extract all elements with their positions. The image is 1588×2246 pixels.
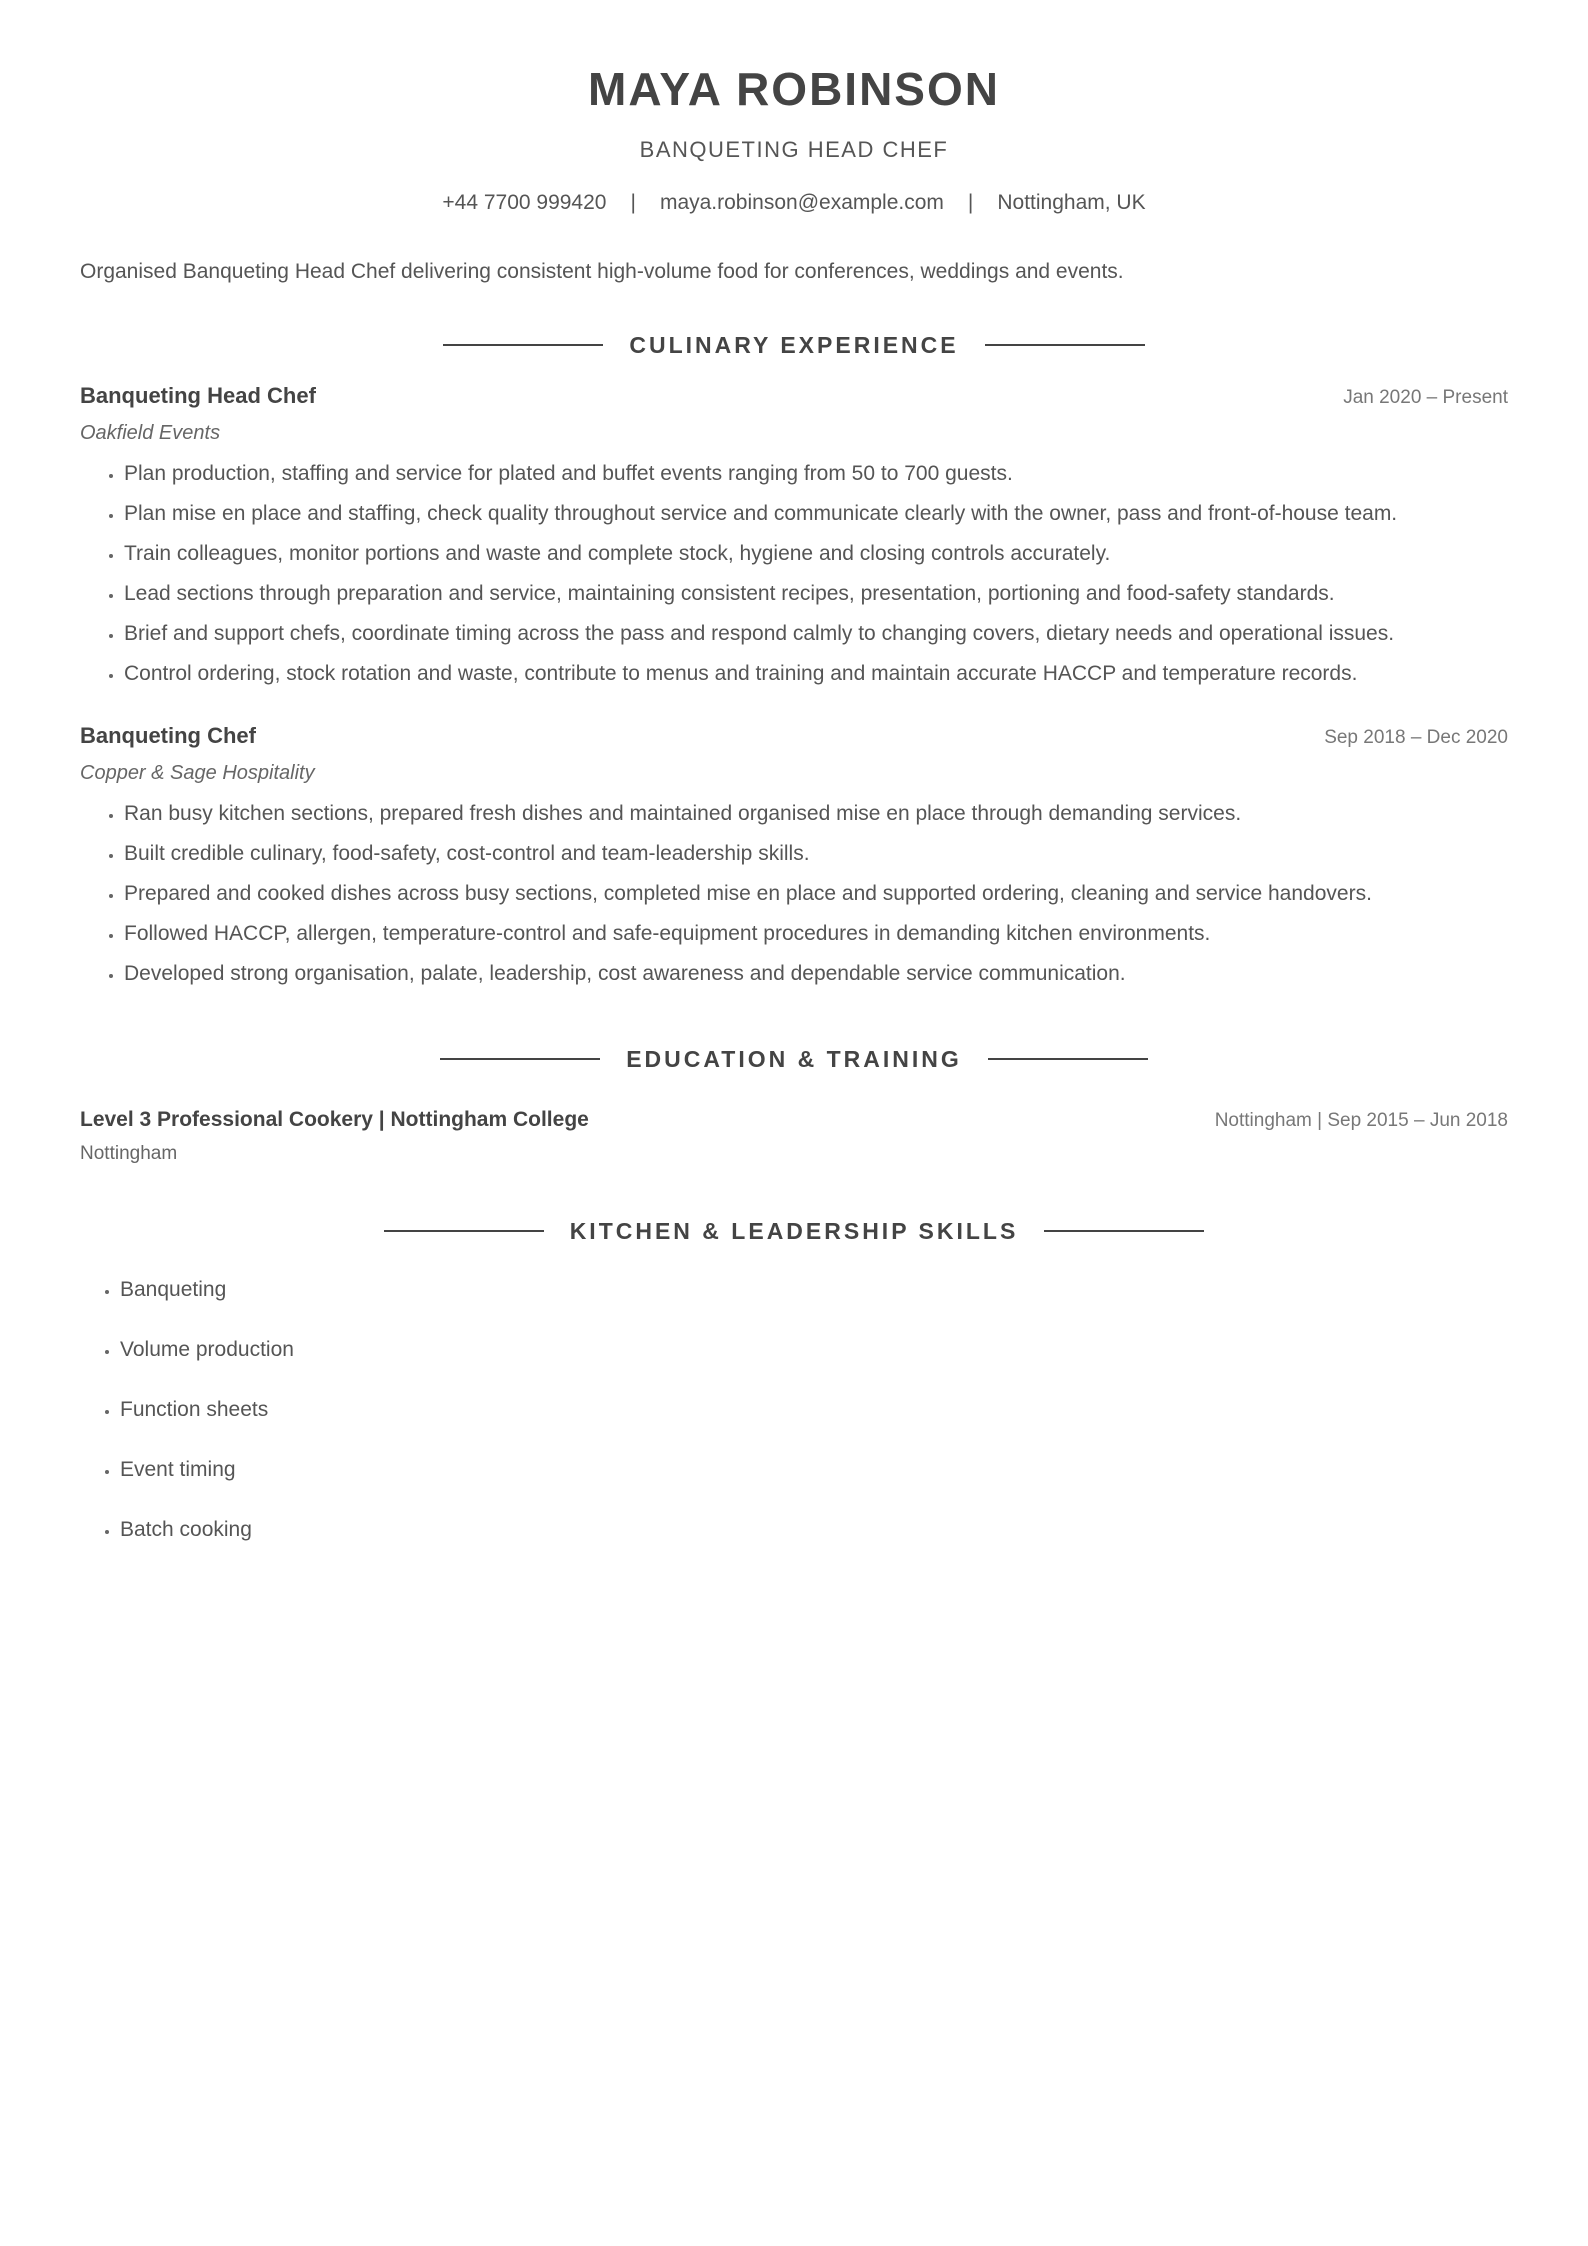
job-bullet: • Prepared and cooked dishes across busy sections, completed mise en place and supported ordering, cleaning and service handovers. xyxy=(124,874,1508,914)
contact-separator: | xyxy=(630,191,636,214)
skill-item: • Banqueting xyxy=(120,1276,1508,1304)
heading-rule-right xyxy=(1044,1230,1204,1232)
candidate-name: MAYA ROBINSON xyxy=(588,63,1000,115)
job-bullet: • Lead sections through preparation and service, maintaining consistent recipes, presentation, portioning and food-safety standards. xyxy=(124,574,1508,614)
education-location: Nottingham xyxy=(80,1143,178,1164)
skills-list xyxy=(80,1276,1508,1544)
heading-rule-left xyxy=(443,344,603,346)
skill-item: • Event timing xyxy=(120,1456,1508,1484)
job-bullet: • Brief and support chefs, coordinate timing across the pass and respond calmly to changing covers, dietary needs and operational issues. xyxy=(124,614,1508,654)
job-title: Banqueting Head Chef xyxy=(80,383,316,408)
skill-item: • Volume production xyxy=(120,1336,1508,1364)
job-title: Banqueting Chef xyxy=(80,723,256,748)
heading-rule-right xyxy=(988,1058,1148,1060)
job-bullet: • Built credible culinary, food-safety, cost-control and team-leadership skills. xyxy=(124,834,1508,874)
section-heading-skills xyxy=(80,1216,1508,1246)
resume-page xyxy=(80,0,1508,1576)
section-title: EDUCATION & TRAINING xyxy=(626,1046,962,1072)
section-title: KITCHEN & LEADERSHIP SKILLS xyxy=(569,1218,1019,1244)
job-entry xyxy=(80,382,1508,694)
contact-email: maya.robinson@example.com xyxy=(659,191,944,214)
section-heading-education xyxy=(80,1044,1508,1074)
job-bullet: • Developed strong organisation, palate, leadership, cost awareness and dependable service communication. xyxy=(124,954,1508,994)
job-bullet-list xyxy=(80,794,1508,994)
contact-separator: | xyxy=(967,191,974,214)
heading-rule-right xyxy=(985,344,1145,346)
skill-item: • Function sheets xyxy=(120,1396,1508,1424)
job-company: Oakfield Events xyxy=(80,422,221,444)
job-dates: Jan 2020 – Present xyxy=(1343,387,1508,408)
heading-rule-left xyxy=(440,1058,600,1060)
section-title: CULINARY EXPERIENCE xyxy=(629,332,959,358)
heading-rule-left xyxy=(384,1230,544,1232)
section-heading-experience xyxy=(80,330,1508,360)
contact-line xyxy=(80,190,1508,216)
candidate-role: BANQUETING HEAD CHEF xyxy=(639,137,949,162)
job-bullet: • Plan mise en place and staffing, check quality throughout service and communicate clearly with the owner, pass and front-of-house team. xyxy=(124,494,1508,534)
education-meta: Nottingham | Sep 2015 – Jun 2018 xyxy=(1214,1110,1508,1131)
job-bullet: • Ran busy kitchen sections, prepared fresh dishes and maintained organised mise en place through demanding services. xyxy=(124,794,1508,834)
contact-location: Nottingham, UK xyxy=(997,191,1146,214)
skill-item: • Batch cooking xyxy=(120,1516,1508,1544)
job-bullet: • Train colleagues, monitor portions and waste and complete stock, hygiene and closing controls accurately. xyxy=(124,534,1508,574)
job-dates: Sep 2018 – Dec 2020 xyxy=(1324,727,1508,748)
contact-phone: +44 7700 999420 xyxy=(442,191,607,214)
job-entry xyxy=(80,722,1508,994)
profile-summary: Organised Banqueting Head Chef delivering consistent high-volume food for conferences, weddings and events. xyxy=(80,260,1124,283)
job-bullet: • Followed HACCP, allergen, temperature-control and safe-equipment procedures in demanding kitchen environments. xyxy=(124,914,1508,954)
education-entry xyxy=(80,1106,1508,1166)
job-bullet: • Control ordering, stock rotation and waste, contribute to menus and training and maintain accurate HACCP and temperature records. xyxy=(124,654,1508,694)
education-title: Level 3 Professional Cookery | Nottingham College xyxy=(80,1108,589,1131)
job-bullet: • Plan production, staffing and service for plated and buffet events ranging from 50 to 700 guests. xyxy=(124,454,1508,494)
job-company: Copper & Sage Hospitality xyxy=(80,762,315,784)
job-bullet-list xyxy=(80,454,1508,694)
